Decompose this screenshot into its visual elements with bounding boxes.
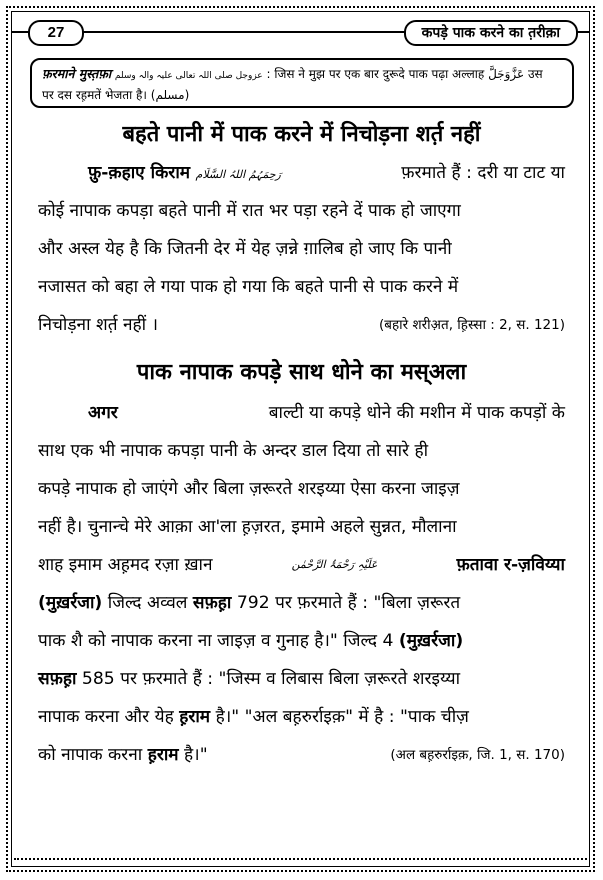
section-1-line-4: नजासत को बहा ले गया पाक हो गया कि बहते पानी से पाक करने में [38,277,459,297]
section-1-line-5 [38,310,565,340]
section-2-line-3: कपड़े नापाक हो जाएंगे और बिला ज़रूरते शरइय्या ऐसा करना जाइज़ [38,479,460,499]
section-2-line-1-rest: बाल्टी या कपड़े धोने की मशीन में पाक कपड़ों के [268,403,565,423]
section-2-line-4: नहीं है। चुनान्चे मेरे आक़ा आ'ला ह़ज़रत, इमामे अहले सुन्नत, मौलाना [38,517,457,537]
author-honorific: عَلَیْہِ رَحْمَۃُ الرَّحْمٰن [291,558,378,571]
hadith-line-1 [42,64,562,86]
section-2-heading: पाक नापाक कपड़े साथ धोने का मस्अला [136,360,467,385]
section-2-line-10: को नापाक करना ह़राम है।" (अल बह़रुर्राइक़, जि. 1, स. 170) [38,740,565,770]
bottom-rule [14,858,587,860]
section-2-line-8: सफ़ह़ा 585 पर फ़रमाते हैं : "जिस्म व लिबास बिला ज़रूरते शरइय्या [38,669,461,689]
section-2-reference: (अल बह़रुर्राइक़, जि. 1, स. 170) [390,747,565,763]
section-2-line-1 [38,398,565,428]
speaker: फ़ु-क़हाए किराम [88,163,191,183]
section-1-line-5-text: निचोड़ना शर्त़ नहीं । [38,315,159,335]
section-2-line-5 [38,550,565,580]
section-1-line-1 [38,158,565,190]
section-2-line-6: (मुख़र्रजा) जिल्द अव्वल सफ़ह़ा 792 पर फ़रमाते हैं : "बिला ज़रूरत [38,593,461,613]
page-header [12,20,590,44]
section-1-reference: (बहारे शरीअ़त, ह़िस्सा : 2, स. 121) [379,317,565,333]
book-title: फ़तावा र-ज़विय्या [456,555,565,575]
hadith-text-1: : जिस ने मुझ पर एक बार दुरूदे पाक पढ़ा अल्लाह عَزَّوَجَلَّ उस [266,67,543,81]
speaker-honorific: رَحِمَہُمُ اللہُ السَّلَام [195,168,281,181]
section-1-line-1-rest: फ़रमाते हैं : दरी या टाट या [401,163,565,183]
section-1-heading: बहते पानी में पाक करने में निचोड़ना शर्त़ नहीं [122,122,481,147]
hadith-text-2: पर दस रह़मतें भेजता है। (مسلم) [42,88,190,102]
hadith-box [30,58,574,108]
section-1-line-3: और अस्ल येह है कि जितनी देर में येह ज़न्ने ग़ालिब हो जाए कि पानी [38,239,452,259]
hadith-label: फ़रमाने मुस्त़फ़ा [42,66,112,81]
section-2-line-7: पाक शै को नापाक करना ना जाइज़ व गुनाह है।" जिल्द 4 (मुख़र्रजा) [38,631,464,651]
page-number: 27 [28,20,84,46]
section-2-line-9: नापाक करना और येह ह़राम है।" "अल बह़रुर्राइक़" में है : "पाक चीज़ [38,707,469,727]
chapter-title: कपड़े पाक करने का त़रीक़ा [404,20,578,46]
section-2-line-2: साथ एक भी नापाक कपड़ा पानी के अन्दर डाल दिया तो सारे ही [38,441,429,461]
section-1-line-2: कोई नापाक कपड़ा बहते पानी में रात भर पड़ा रहने दें पाक हो जाएगा [38,201,461,221]
author-name: शाह इमाम अह़मद रज़ा ख़ान [38,555,213,575]
lead-word: अगर [88,403,118,423]
hadith-honorific: عزوجل صلی اللہ تعالی علیہ والہ وسلم [114,71,263,81]
